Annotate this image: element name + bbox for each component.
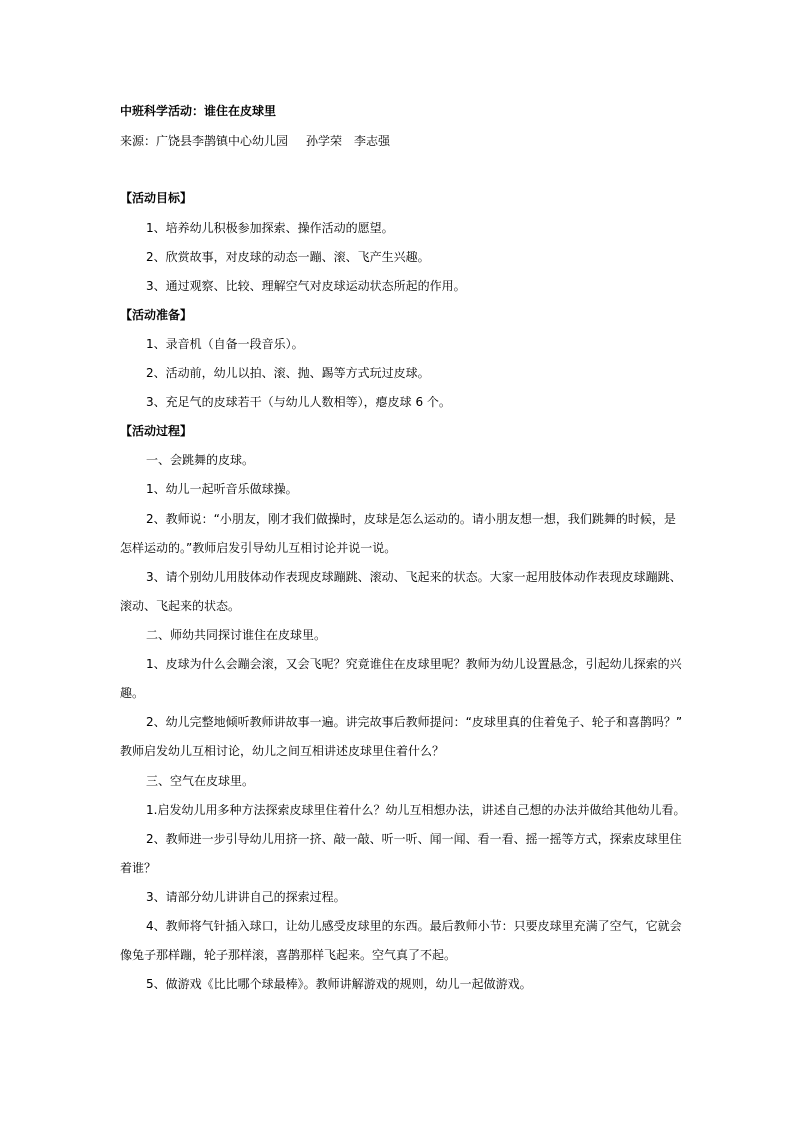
process-line: 一、会跳舞的皮球。 (146, 453, 255, 467)
process-line: 2、教师说：“小朋友，刚才我们做操时，皮球是怎么运动的。请小朋友想一想，我们跳舞的时候，是 (146, 512, 676, 526)
goal-item: 3、通过观察、比较、理解空气对皮球运动状态所起的作用。 (146, 279, 466, 293)
prep-heading: 【活动准备】 (120, 308, 193, 322)
process-line: 1、幼儿一起听音乐做球操。 (146, 482, 298, 496)
process-line: 二、师幼共同探讨谁住在皮球里。 (146, 628, 327, 642)
process-line: 教师启发幼儿互相讨论，幼儿之间互相讲述皮球里住着什么？ (120, 744, 445, 758)
author-2: 李志强 (354, 134, 391, 148)
goals-heading: 【活动目标】 (120, 191, 193, 205)
process-line: 1、皮球为什么会蹦会滚，又会飞呢？究竟谁住在皮球里呢？教师为幼儿设置悬念，引起幼儿探索的兴 (146, 657, 682, 671)
process-line: 滚动、飞起来的状态。 (120, 599, 241, 613)
prep-item: 1、录音机（自备一段音乐）。 (146, 337, 304, 351)
process-line: 趣。 (120, 686, 145, 700)
author-1: 孙学荣 (306, 134, 343, 148)
process-line: 着谁？ (120, 861, 157, 875)
process-heading: 【活动过程】 (120, 424, 193, 438)
process-line: 3、请个别幼儿用肢体动作表现皮球蹦跳、滚动、飞起来的状态。大家一起用肢体动作表现皮球蹦跳、 (146, 570, 682, 584)
prep-item: 2、活动前，幼儿以拍、滚、抛、踢等方式玩过皮球。 (146, 366, 430, 380)
source-line (120, 133, 793, 149)
goal-item: 2、欣赏故事，对皮球的动态一蹦、滚、飞产生兴趣。 (146, 250, 430, 264)
document-title: 中班科学活动：谁住在皮球里 (120, 104, 277, 118)
process-line: 3、请部分幼儿讲讲自己的探索过程。 (146, 890, 346, 904)
goal-item: 1、培养幼儿积极参加探索、操作活动的愿望。 (146, 221, 394, 235)
process-line: 三、空气在皮球里。 (146, 774, 255, 788)
source-prefix: 来源：广饶县李鹊镇中心幼儿园 (120, 134, 289, 148)
prep-item: 3、充足气的皮球若干（与幼儿人数相等），瘪皮球 6 个。 (146, 395, 451, 409)
process-line: 怎样运动的。”教师启发引导幼儿互相讨论并说一说。 (120, 541, 397, 555)
process-line: 5、做游戏《比比哪个球最棒》。教师讲解游戏的规则，幼儿一起做游戏。 (146, 977, 532, 991)
process-line: 1.启发幼儿用多种方法探索皮球里住着什么？幼儿互相想办法，讲述自己想的办法并做给其他幼儿看。 (146, 803, 686, 817)
process-line: 像兔子那样蹦，轮子那样滚，喜鹊那样飞起来。空气真了不起。 (120, 948, 457, 962)
process-line: 2、教师进一步引导幼儿用挤一挤、敲一敲、听一听、闻一闻、看一看、摇一摇等方式，探索皮球里住 (146, 832, 682, 846)
process-line: 4、教师将气针插入球口，让幼儿感受皮球里的东西。最后教师小节：只要皮球里充满了空气，它就会 (146, 919, 682, 933)
process-line: 2、幼儿完整地倾听教师讲故事一遍。讲完故事后教师提问：“皮球里真的住着兔子、轮子和喜鹊吗？” (146, 715, 683, 729)
